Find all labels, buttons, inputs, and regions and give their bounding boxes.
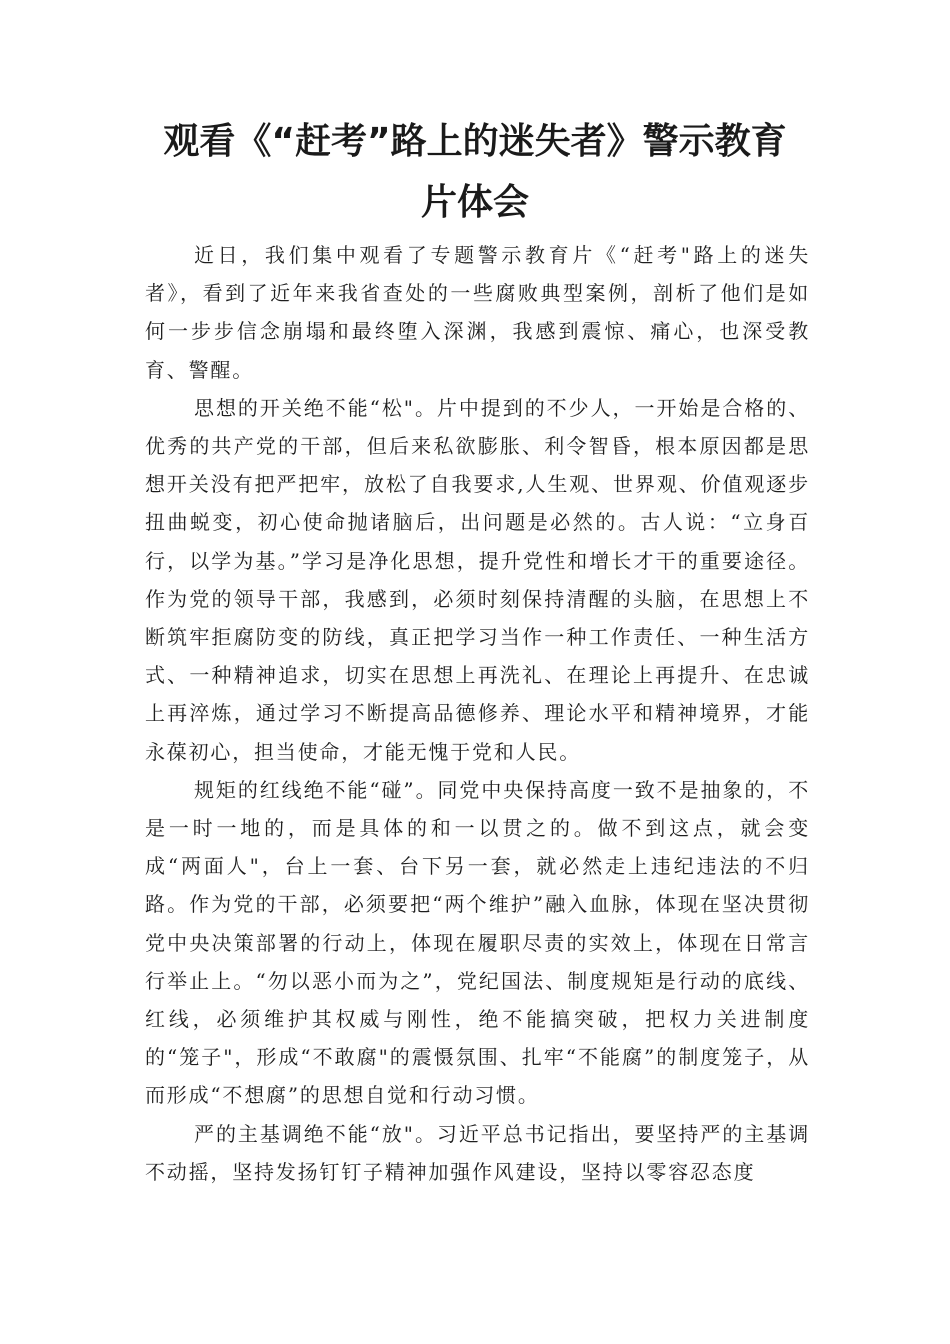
document-title-line-1: 观看《“赶考”路上的迷失者》警示教育 — [163, 121, 787, 162]
paragraph-strict-tone: 严的主基调绝不能“放"。习近平总书记指出，要坚持严的主基调不动摇，坚持发扬钉钉子精神加强作风建设，坚持以零容忍态度 — [145, 1121, 810, 1184]
paragraph-rules-redline: 规矩的红线绝不能“碰”。同党中央保持高度一致不是抽象的，不是一时一地的，而是具体的和一以贯之的。做不到这点，就会变成“两面人"，台上一套、台下另一套，就必然走上违纪违法的不归路。作为党的干部，必须要把“两个维护”融入血脉，体现在坚决贯彻党中央决策部署的行动上，体现在履职尽责的实效上，体现在日常言行举止上。“勿以恶小而为之”，党纪国法、制度规矩是行动的底线、红线，必须维护其权威与刚性，绝不能搞突破，把权力关进制度的“笼子"，形成“不敢腐"的震慑氛围、扎牢“不能腐”的制度笼子，从而形成“不想腐”的思想自觉和行动习惯。 — [145, 777, 810, 1108]
document-body — [145, 236, 810, 1191]
paragraph-intro: 近日，我们集中观看了专题警示教育片《“赶考"路上的迷失者》，看到了近年来我省查处的一些腐败典型案例，剖析了他们是如何一步步信念崩塌和最终堕入深渊，我感到震惊、痛心，也深受教育、警醒。 — [145, 243, 810, 382]
paragraph-thought-switch: 思想的开关绝不能“松"。片中提到的不少人，一开始是合格的、优秀的共产党的干部，但后来私欲膨胀、利令智昏，根本原因都是思想开关没有把严把牢，放松了自我要求,人生观、世界观、价值观逐步扭曲蜕变，初心使命抛诸脑后，出问题是必然的。古人说：“立身百行，以学为基。”学习是净化思想，提升党性和增长才干的重要途径。作为党的领导干部，我感到，必须时刻保持清醒的头脑，在思想上不断筑牢拒腐防变的防线，真正把学习当作一种工作责任、一种生活方式、一种精神追求，切实在思想上再洗礼、在理论上再提升、在忠诚上再淬炼，通过学习不断提高品德修养、理论水平和精神境界，才能永葆初心，担当使命，才能无愧于党和人民。 — [145, 395, 810, 764]
document-title-line-2: 片体会 — [420, 182, 529, 223]
